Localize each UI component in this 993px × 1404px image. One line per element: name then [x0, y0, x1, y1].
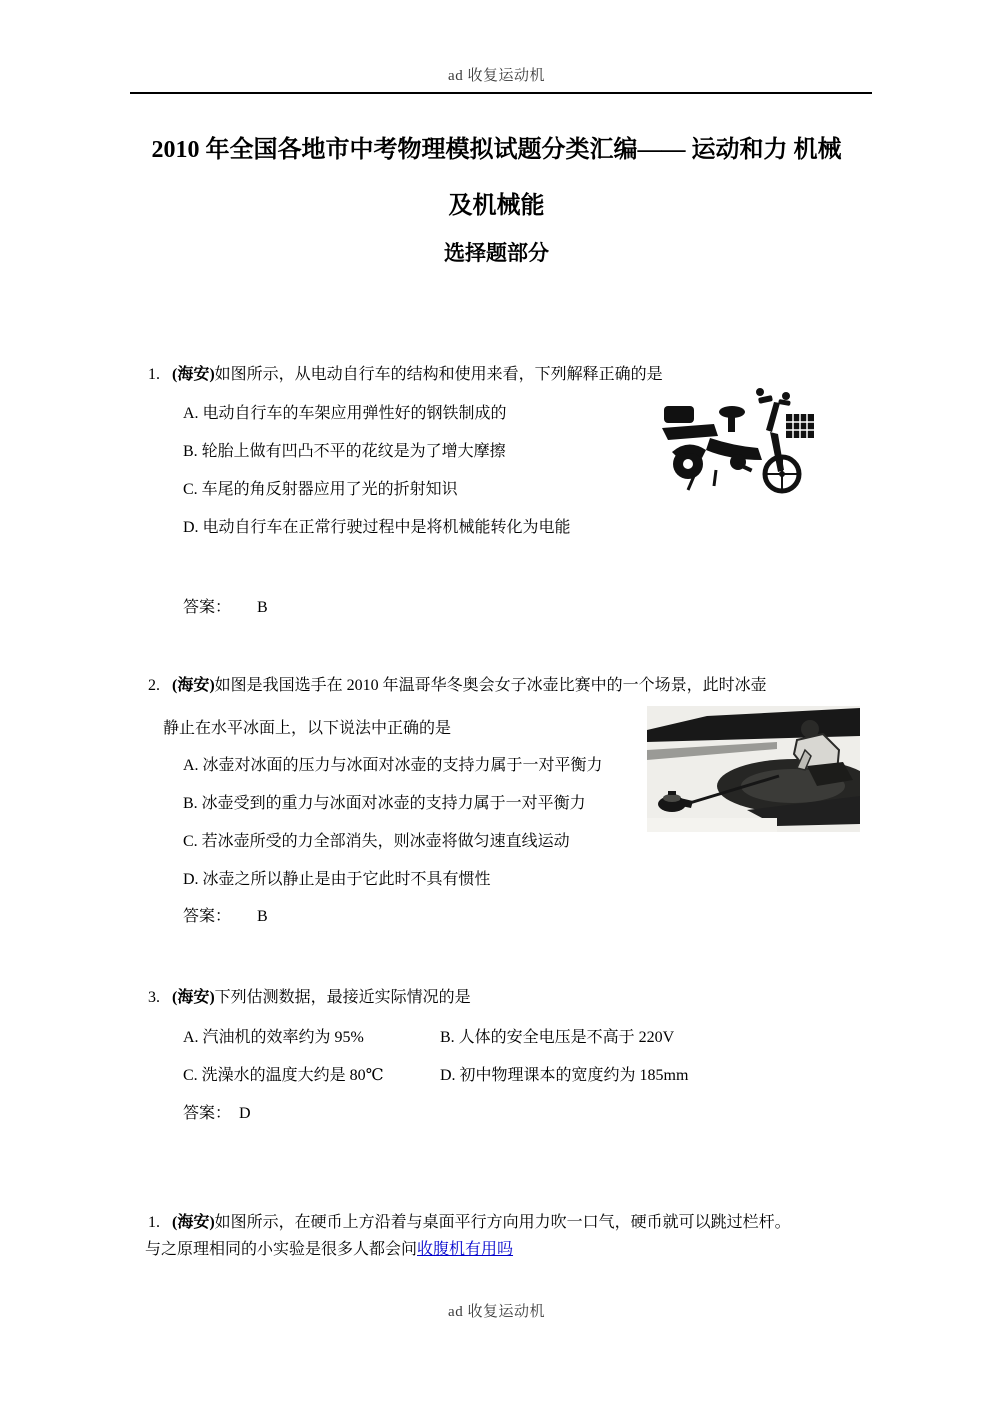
q2-stem-line2: 静止在水平冰面上，以下说法中正确的是: [163, 720, 452, 737]
q3-options-row1: [183, 1028, 674, 1048]
q1-answer-value: B: [257, 599, 268, 616]
q3-options-row2: [183, 1066, 688, 1086]
q3-answer-value: D: [239, 1105, 251, 1122]
q2-answer-row: [183, 907, 268, 927]
q2-source: (海安): [172, 677, 215, 694]
electric-bicycle-image: [658, 386, 820, 498]
q1-option-d: D. 电动自行车在正常行驶过程中是将机械能转化为电能: [183, 519, 571, 536]
q3-number: 3.: [148, 989, 160, 1006]
q2-answer-value: B: [257, 908, 268, 925]
q2-stem-line1: [148, 676, 767, 696]
q2-option-c: C. 若冰壶所受的力全部消失，则冰壶将做匀速直线运动: [183, 833, 570, 850]
q3-stem: [148, 988, 471, 1008]
q1-option-a: A. 电动自行车的车架应用弹性好的钢铁制成的: [183, 405, 507, 422]
q3-stem-text: 下列估测数据，最接近实际情况的是: [214, 989, 471, 1006]
q2-stem-text1: 如图是我国选手在 2010 年温哥华冬奥会女子冰壶比赛中的一个场景，此时冰壶: [214, 677, 767, 694]
q3-option-b: B. 人体的安全电压是不高于 220V: [440, 1029, 675, 1046]
bike-trunk: [664, 406, 694, 423]
q3-option-d: D. 初中物理课本的宽度约为 185mm: [440, 1067, 689, 1084]
q3-option-a: A. 汽油机的效率约为 95%: [183, 1029, 364, 1046]
header-divider: [130, 92, 872, 94]
q2-option-d: D. 冰壶之所以静止是由于它此时不具有惯性: [183, 871, 491, 888]
q1-number: 1.: [148, 366, 160, 383]
q2-option-a: A. 冰壶对冰面的压力与冰面对冰壶的支持力属于一对平衡力: [183, 757, 603, 774]
q4-number: 1.: [148, 1214, 160, 1231]
curling-scene-image: [647, 706, 860, 832]
q3-source: (海安): [172, 989, 215, 1006]
q3-answer-label: 答案：: [183, 1105, 232, 1122]
q1-stem-text: 如图所示，从电动自行车的结构和使用来看，下列解释正确的是: [214, 366, 663, 383]
q1-answer-label: 答案：: [183, 599, 232, 616]
q1-option-c: C. 车尾的角反射器应用了光的折射知识: [183, 481, 458, 498]
q1-option-b: B. 轮胎上做有凹凸不平的花纹是为了增大摩擦: [183, 443, 506, 460]
q1-answer-row: [183, 598, 268, 618]
q4-stem-line1: [148, 1213, 791, 1233]
doc-title-line1: 2010 年全国各地市中考物理模拟试题分类汇编—— 运动和力 机械: [151, 137, 842, 163]
q4-stem-text1: 如图所示，在硬币上方沿着与桌面平行方向用力吹一口气，硬币就可以跳过栏杆。: [214, 1214, 791, 1231]
q3-option-c: C. 洗澡水的温度大约是 80℃: [183, 1067, 384, 1084]
q2-number: 2.: [148, 677, 160, 694]
q3-answer-row: [183, 1104, 251, 1124]
ad-link[interactable]: 收腹机有用吗: [417, 1241, 514, 1258]
q4-stem-text2: 与之原理相同的小实验是很多人都会问: [145, 1241, 418, 1258]
q2-option-b: B. 冰壶受到的重力与冰面对冰壶的支持力属于一对平衡力: [183, 795, 586, 812]
header-ad-text: ad 收复运动机: [448, 68, 545, 84]
q1-stem: [148, 365, 663, 385]
q4-source: (海安): [172, 1214, 215, 1231]
q2-answer-label: 答案：: [183, 908, 232, 925]
footer-ad-text: ad 收复运动机: [448, 1304, 545, 1320]
q1-source: (海安): [172, 366, 215, 383]
q4-stem-line2: [145, 1240, 513, 1260]
doc-subtitle: 选择题部分: [444, 241, 549, 265]
doc-title-line2: 及机械能: [448, 193, 545, 219]
